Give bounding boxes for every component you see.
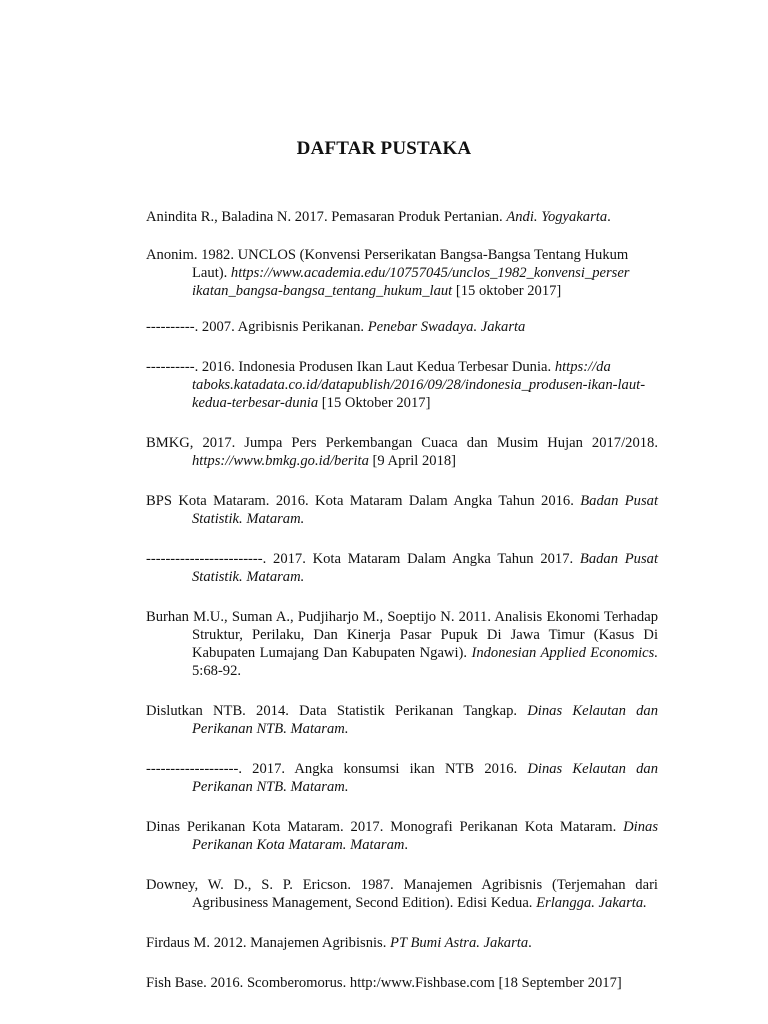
reference-entry: BMKG, 2017. Jumpa Pers Perkembangan Cuaca dan Musim Hujan 2017/2018. https://www.bmkg.go.id/berita [9 April 2018] <box>146 435 658 469</box>
page-title: DAFTAR PUSTAKA <box>296 138 472 159</box>
reference-entry: Downey, W. D., S. P. Ericson. 1987. Manajemen Agribisnis (Terjemahan dari Agribusiness Management, Second Edition). Edisi Kedua. Erlangga. Jakarta. <box>146 877 658 911</box>
reference-entry: ----------. 2016. Indonesia Produsen Ikan Laut Kedua Terbesar Dunia. https://da taboks.katadata.co.id/datapublish/2016/09/28/indonesia_produsen-ikan-laut-kedua-terbesar-dunia [15 Oktober 2017] <box>146 359 646 411</box>
reference-entry: Fish Base. 2016. Scomberomorus. http:/www.Fishbase.com [18 September 2017] <box>146 975 622 991</box>
reference-entry: Anindita R., Baladina N. 2017. Pemasaran Produk Pertanian. Andi. Yogyakarta. <box>146 209 611 225</box>
reference-entry: Anonim. 1982. UNCLOS (Konvensi Perserikatan Bangsa-Bangsa Tentang Hukum Laut). https://www.academia.edu/10757045/unclos_1982_konvensi_perser ikatan_bangsa-bangsa_tentang_hukum_laut [15 oktober 2017] <box>146 247 630 299</box>
reference-entry: Firdaus M. 2012. Manajemen Agribisnis. PT Bumi Astra. Jakarta. <box>146 935 532 951</box>
reference-entry: Dislutkan NTB. 2014. Data Statistik Perikanan Tangkap. Dinas Kelautan dan Perikanan NTB. Mataram. <box>146 703 658 737</box>
reference-list <box>146 208 658 992</box>
reference-entry: BPS Kota Mataram. 2016. Kota Mataram Dalam Angka Tahun 2016. Badan Pusat Statistik. Mataram. <box>146 493 658 527</box>
reference-entry: Burhan M.U., Suman A., Pudjiharjo M., Soeptijo N. 2011. Analisis Ekonomi Terhadap Struktur, Perilaku, Dan Kinerja Pasar Pupuk Di Jawa Timur (Kasus Di Kabupaten Lumajang Dan Kabupaten Ngawi). Indonesian Applied Economics. 5:68-92. <box>146 609 658 679</box>
reference-entry: -------------------. 2017. Angka konsumsi ikan NTB 2016. Dinas Kelautan dan Perikanan NTB. Mataram. <box>146 761 658 795</box>
reference-entry: ------------------------. 2017. Kota Mataram Dalam Angka Tahun 2017. Badan Pusat Statistik. Mataram. <box>146 551 659 585</box>
reference-entry: ----------. 2007. Agribisnis Perikanan. Penebar Swadaya. Jakarta <box>146 319 526 335</box>
reference-entry: Dinas Perikanan Kota Mataram. 2017. Monografi Perikanan Kota Mataram. Dinas Perikanan Kota Mataram. Mataram. <box>146 819 658 853</box>
